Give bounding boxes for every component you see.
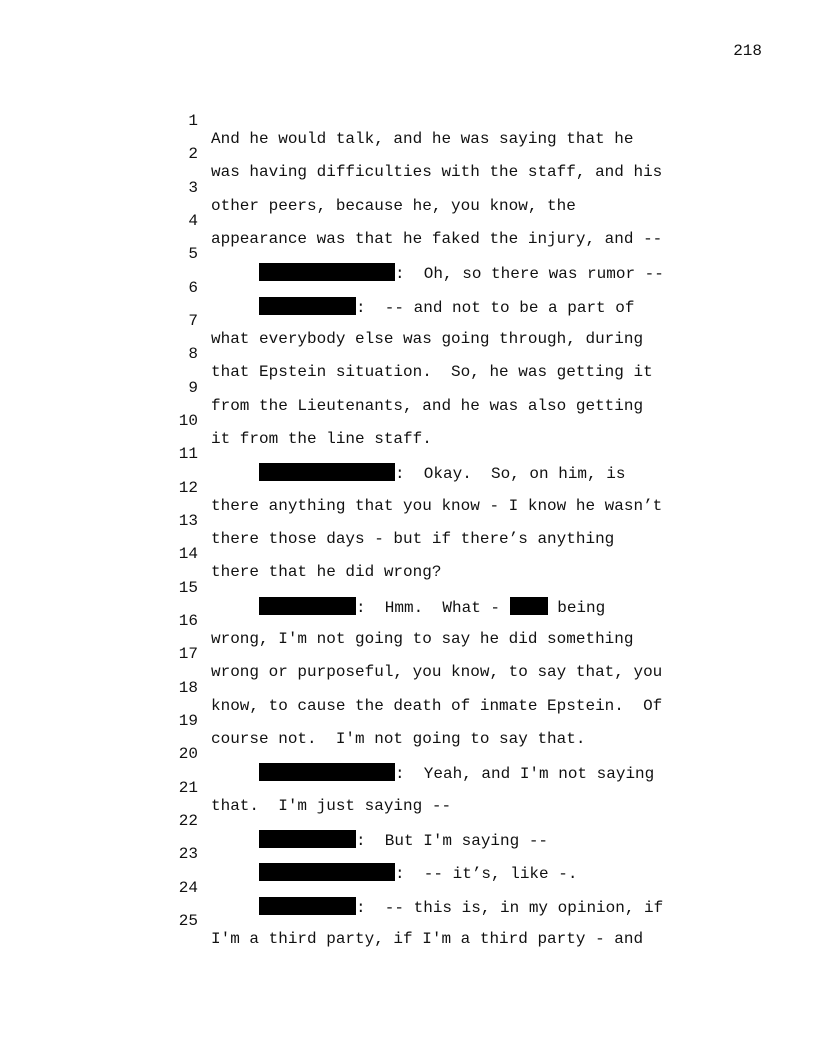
transcript-line bbox=[0, 427, 816, 483]
transcript-line bbox=[0, 761, 816, 815]
line-number: 12 bbox=[178, 479, 198, 497]
line-text: wrong, I'm not going to say he did something bbox=[211, 630, 634, 648]
line-text: : -- and not to be a part of bbox=[356, 299, 635, 317]
line-text: : -- it’s, like -. bbox=[395, 865, 578, 883]
line-number: 24 bbox=[178, 879, 198, 897]
transcript-line bbox=[0, 561, 816, 617]
transcript-line bbox=[0, 227, 816, 283]
line-number: 6 bbox=[188, 279, 198, 297]
transcript-line bbox=[0, 461, 816, 515]
line-text: course not. I'm not going to say that. bbox=[211, 730, 586, 748]
line-text: that Epstein situation. So, he was getting it bbox=[211, 363, 653, 381]
transcript-line bbox=[0, 694, 816, 748]
line-text: other peers, because he, you know, the bbox=[211, 197, 576, 215]
transcript-line bbox=[0, 594, 816, 648]
line-text: that. I'm just saying -- bbox=[211, 797, 452, 815]
line-text: I'm a third party, if I'm a third party - and bbox=[211, 930, 644, 948]
line-text: : Yeah, and I'm not saying bbox=[395, 765, 655, 783]
line-number: 18 bbox=[178, 679, 198, 697]
line-text: from the Lieutenants, and he was also getting bbox=[211, 397, 644, 415]
line-number: 20 bbox=[178, 745, 198, 763]
line-text: : But I'm saying -- bbox=[356, 832, 549, 850]
line-number: 23 bbox=[178, 845, 198, 863]
line-number: 4 bbox=[188, 212, 198, 230]
transcript-line bbox=[0, 327, 816, 381]
line-number: 22 bbox=[178, 812, 198, 830]
line-number: 21 bbox=[178, 779, 198, 797]
transcript-line bbox=[0, 894, 816, 948]
line-number: 8 bbox=[188, 345, 198, 363]
line-text: know, to cause the death of inmate Epstein. Of bbox=[211, 697, 663, 715]
transcript-line bbox=[0, 361, 816, 415]
transcript-line bbox=[0, 394, 816, 448]
transcript-line bbox=[0, 127, 816, 181]
line-text: there anything that you know - I know he wasn’t bbox=[211, 497, 663, 515]
line-text: was having difficulties with the staff, and his bbox=[211, 163, 663, 181]
transcript-line bbox=[0, 794, 816, 850]
line-number: 11 bbox=[178, 445, 198, 463]
line-number: 2 bbox=[188, 145, 198, 163]
transcript-line bbox=[0, 861, 816, 917]
transcript-line bbox=[0, 627, 816, 681]
line-text: being bbox=[547, 599, 606, 617]
transcript-line bbox=[0, 827, 816, 883]
transcript-line bbox=[0, 194, 816, 248]
transcript-line bbox=[0, 161, 816, 215]
line-text: : Oh, so there was rumor -- bbox=[395, 265, 664, 283]
line-number: 9 bbox=[188, 379, 198, 397]
transcript-line bbox=[0, 494, 816, 548]
transcript-line bbox=[0, 261, 816, 317]
transcript-line bbox=[0, 94, 816, 148]
line-text: : Hmm. What - bbox=[356, 599, 510, 617]
transcript-line bbox=[0, 294, 816, 348]
line-number: 19 bbox=[178, 712, 198, 730]
line-number: 5 bbox=[188, 245, 198, 263]
transcript-line bbox=[0, 727, 816, 783]
line-number: 10 bbox=[178, 412, 198, 430]
line-text: there those days - but if there’s anything bbox=[211, 530, 615, 548]
line-text: And he would talk, and he was saying that he bbox=[211, 130, 634, 148]
line-number: 17 bbox=[178, 645, 198, 663]
line-text: appearance was that he faked the injury, and -- bbox=[211, 230, 663, 248]
line-text: there that he did wrong? bbox=[211, 563, 442, 581]
transcript-line bbox=[0, 527, 816, 581]
line-number: 7 bbox=[188, 312, 198, 330]
line-number: 3 bbox=[188, 179, 198, 197]
line-text: : Okay. So, on him, is bbox=[395, 465, 626, 483]
line-number: 14 bbox=[178, 545, 198, 563]
line-text: wrong or purposeful, you know, to say that, you bbox=[211, 663, 663, 681]
line-number: 15 bbox=[178, 579, 198, 597]
page-number: 218 bbox=[733, 42, 762, 60]
line-number: 13 bbox=[178, 512, 198, 530]
line-text: : -- this is, in my opinion, if bbox=[356, 899, 664, 917]
line-number: 25 bbox=[178, 912, 198, 930]
line-number: 1 bbox=[188, 112, 198, 130]
line-text: what everybody else was going through, during bbox=[211, 330, 644, 348]
transcript-line bbox=[0, 661, 816, 715]
line-number: 16 bbox=[178, 612, 198, 630]
line-text: it from the line staff. bbox=[211, 430, 432, 448]
